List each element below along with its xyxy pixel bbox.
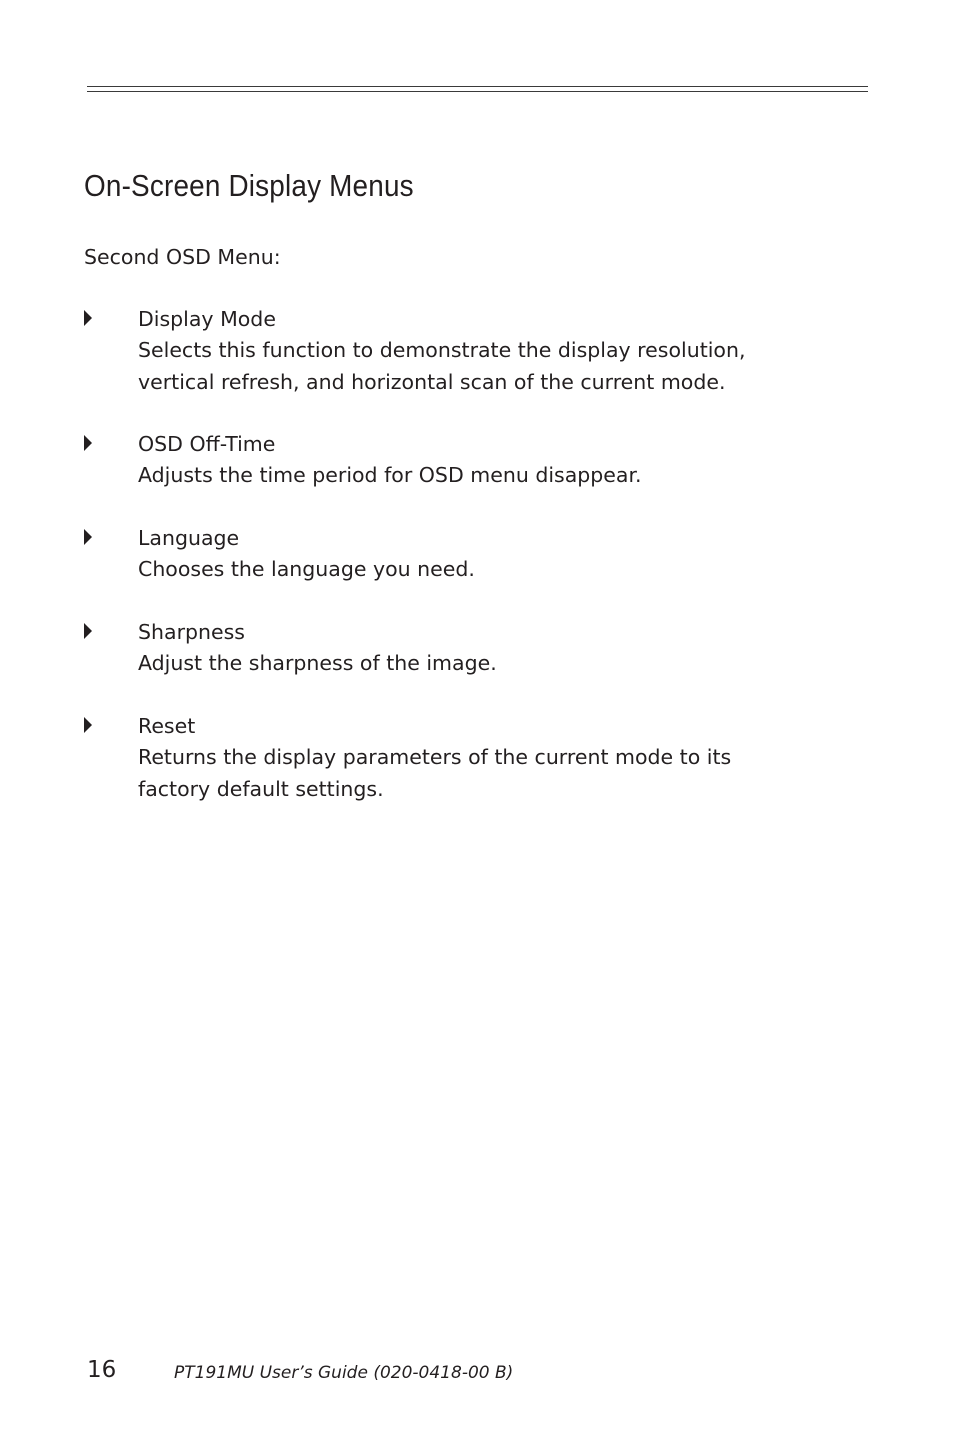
header-rule xyxy=(87,86,868,92)
item-description: Chooses the language you need. xyxy=(138,557,475,582)
item-title: Sharpness xyxy=(138,620,245,644)
item-description: Returns the display parameters of the current mode to its factory default settings. xyxy=(138,745,732,801)
bullet-arrow-icon xyxy=(84,310,92,326)
list-item-language xyxy=(84,523,804,586)
list-item-display-mode xyxy=(84,304,804,398)
bullet-arrow-icon xyxy=(84,717,92,733)
list-item-sharpness xyxy=(84,617,804,680)
item-description: Selects this function to demonstrate the display resolution, vertical refresh, and horizontal scan of the current mode. xyxy=(138,338,746,394)
bullet-arrow-icon xyxy=(84,529,92,545)
item-title: OSD Off-Time xyxy=(138,432,276,456)
list-item-osd-off-time xyxy=(84,429,804,492)
intro-text: Second OSD Menu: xyxy=(84,245,281,269)
list-item-reset xyxy=(84,711,804,805)
guide-title: PT191MU User’s Guide (020-0418-00 B) xyxy=(174,1363,514,1383)
item-title: Language xyxy=(138,526,240,550)
item-title: Reset xyxy=(138,714,196,738)
item-description: Adjust the sharpness of the image. xyxy=(138,651,497,676)
page-number: 16 xyxy=(87,1357,117,1383)
item-title: Display Mode xyxy=(138,307,276,331)
item-description: Adjusts the time period for OSD menu disappear. xyxy=(138,463,642,488)
page-title: On-Screen Display Menus xyxy=(84,168,414,203)
bullet-arrow-icon xyxy=(84,623,92,639)
bullet-arrow-icon xyxy=(84,435,92,451)
